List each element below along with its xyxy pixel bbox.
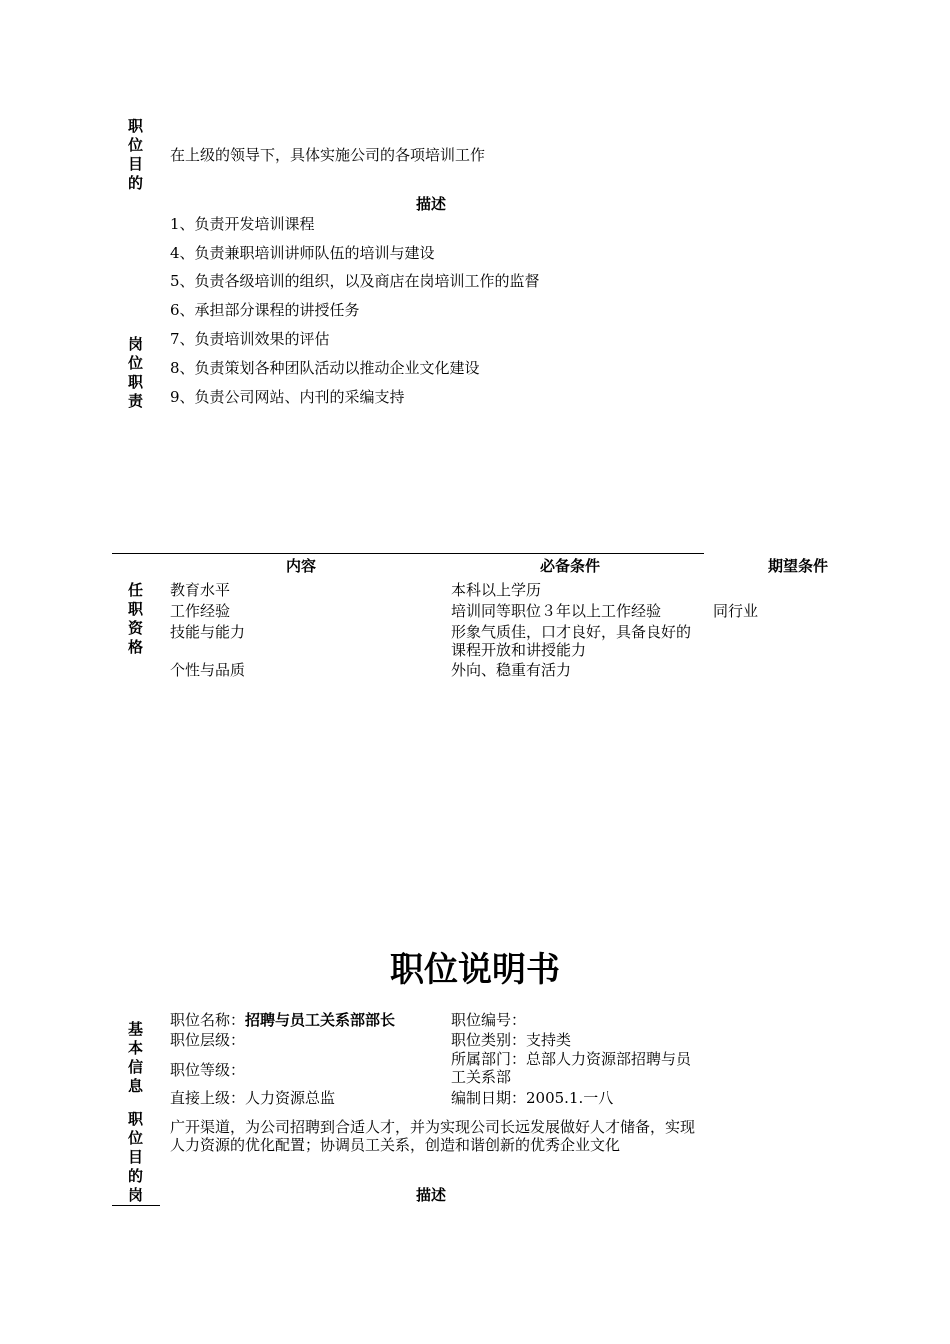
duties-label-2: 岗 (128, 1186, 144, 1204)
duties-label: 岗位职责 (128, 335, 144, 410)
qualifications-label: 任职资格 (128, 581, 144, 656)
row-required: 形象气质佳，口才良好，具备良好的课程开放和讲授能力 (451, 623, 692, 659)
department-field: 所属部门：总部人力资源部招聘与员工关系部 (451, 1050, 692, 1086)
row-item: 工作经验 (170, 602, 231, 620)
header-content: 内容 (286, 557, 317, 575)
duty-item: 1、负责开发培训课程 (170, 215, 315, 233)
duty-item: 4、负责兼职培训讲师队伍的培训与建设 (170, 244, 435, 262)
row-item: 技能与能力 (170, 623, 246, 641)
description-header: 描述 (416, 195, 447, 213)
duty-item: 9、负责公司网站、内刊的采编支持 (170, 388, 405, 406)
basic-info-label: 基本信息 (128, 1020, 144, 1095)
supervisor-field: 直接上级：人力资源总监 (170, 1089, 336, 1107)
row-item: 个性与品质 (170, 661, 246, 679)
duty-item: 7、负责培训效果的评估 (170, 330, 330, 348)
date-field: 编制日期：2005.1.一八 (451, 1089, 614, 1107)
purpose-text: 在上级的领导下，具体实施公司的各项培训工作 (170, 146, 486, 164)
row-item: 教育水平 (170, 581, 231, 599)
grade-field: 职位等级： (170, 1061, 246, 1079)
row-required: 培训同等职位３年以上工作经验 (451, 602, 662, 620)
position-name-label: 职位名称： (170, 1011, 246, 1029)
position-no-field: 职位编号： (451, 1011, 527, 1029)
document-title: 职位说明书 (390, 950, 560, 990)
table-divider (112, 553, 704, 554)
table-divider (112, 1205, 160, 1206)
description-header-2: 描述 (416, 1186, 447, 1204)
duty-item: 6、承担部分课程的讲授任务 (170, 301, 360, 319)
purpose-label: 职位目的 (128, 117, 144, 192)
level-field: 职位层级： (170, 1031, 246, 1049)
row-required: 外向、稳重有活力 (451, 661, 572, 679)
row-desired: 同行业 (713, 602, 759, 620)
duty-item: 5、负责各级培训的组织，以及商店在岗培训工作的监督 (170, 272, 540, 290)
header-desired: 期望条件 (768, 557, 829, 575)
row-required: 本科以上学历 (451, 581, 542, 599)
purpose-label-2: 职位目的 (128, 1110, 144, 1185)
duty-item: 8、负责策划各种团队活动以推动企业文化建设 (170, 359, 480, 377)
position-name-value: 招聘与员工关系部部长 (245, 1011, 396, 1029)
header-required: 必备条件 (540, 557, 601, 575)
purpose-text-2: 广开渠道，为公司招聘到合适人才，并为实现公司长远发展做好人才储备，实现人力资源的优化配置；协调员工关系，创造和谐创新的优秀企业文化 (170, 1118, 696, 1154)
category-field: 职位类别：支持类 (451, 1031, 572, 1049)
position-name-field (170, 1011, 395, 1029)
